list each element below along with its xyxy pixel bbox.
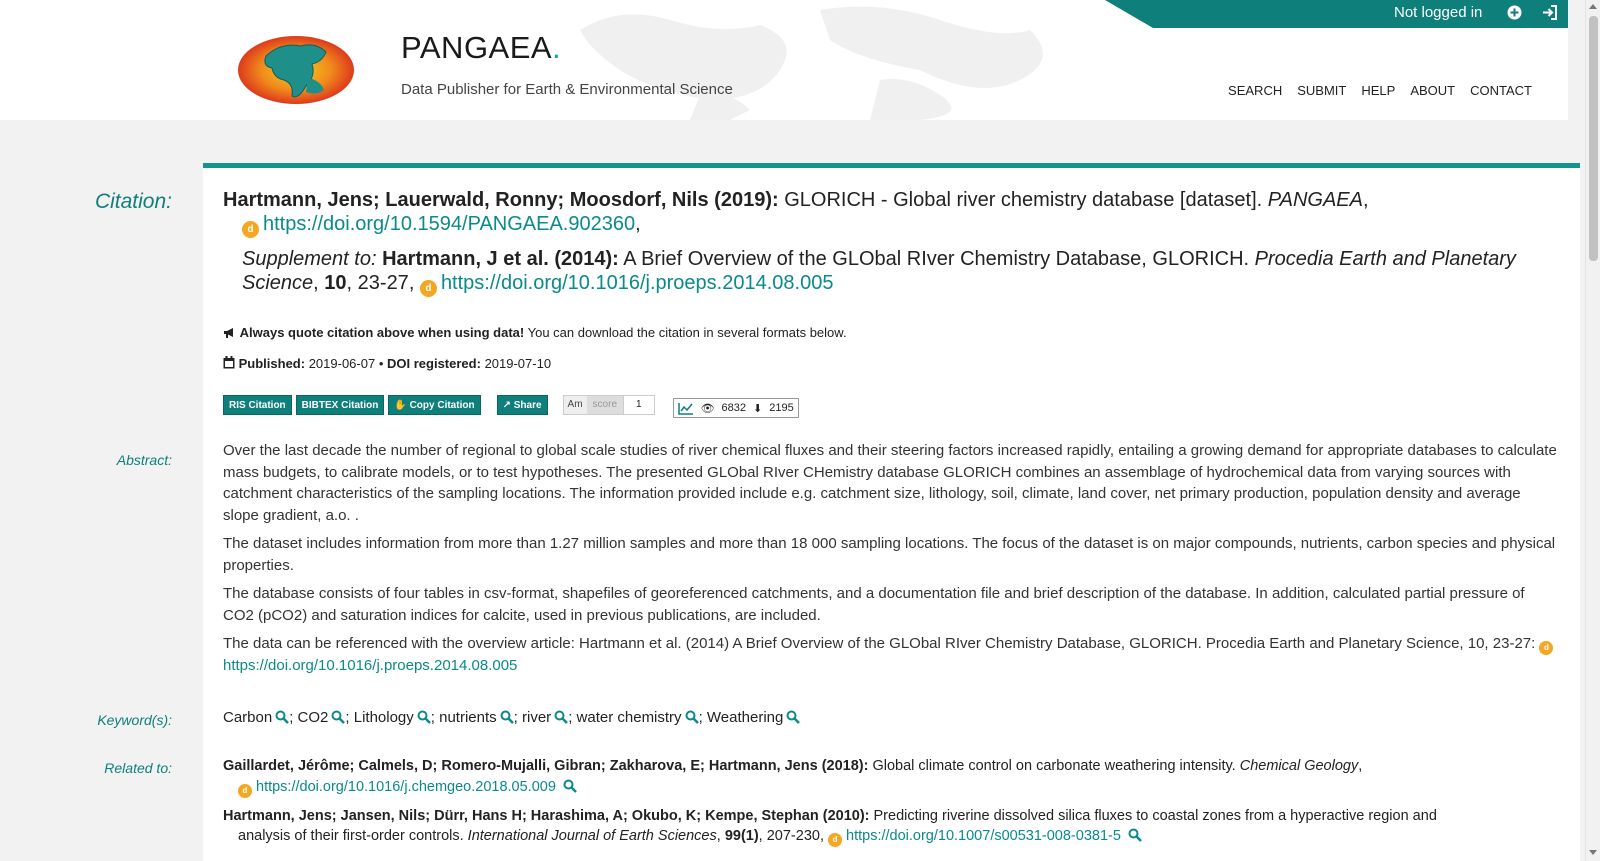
- related-list: [223, 756, 1558, 855]
- nav-submit[interactable]: SUBMIT: [1297, 83, 1347, 98]
- related-journal: Chemical Geology: [1239, 758, 1359, 774]
- copy-icon: ✋: [394, 400, 407, 411]
- login-status: Not logged in: [1394, 4, 1483, 21]
- abstract-label: Abstract:: [116, 452, 172, 468]
- abstract-paragraph: The database consists of four tables in csv-format, shapefiles of georeferenced catchments, and a documentation file and brief description of the database. In addition, calculated partial pressure of CO2 (pCO2) and saturation indices for calcite, used in previous publications, are included.: [223, 585, 1525, 624]
- world-map-background: [560, 0, 1120, 120]
- doi-icon: d: [828, 833, 842, 847]
- scroll-up-arrow[interactable]: [1589, 4, 1597, 9]
- keyword-separator: ;: [513, 709, 523, 726]
- notice-text: You can download the citation in several formats below.: [527, 325, 847, 340]
- related-title: Global climate control on carbonate weathering intensity.: [872, 758, 1236, 774]
- share-icon: ↗: [502, 400, 511, 411]
- usage-stats[interactable]: [673, 398, 799, 418]
- search-icon[interactable]: [1128, 828, 1142, 842]
- altmetric-score-value: 1: [623, 396, 654, 414]
- supplement-title: A Brief Overview of the GLObal RIver Chemistry Database, GLORICH.: [623, 248, 1250, 270]
- doi-registered-label: DOI registered:: [387, 356, 481, 371]
- nav-search[interactable]: SEARCH: [1228, 83, 1283, 98]
- top-navigation: [1228, 83, 1532, 98]
- bibtex-citation-button[interactable]: BIBTEX Citation: [296, 395, 385, 415]
- supplement-prefix: Supplement to:: [242, 248, 377, 270]
- supplement-journal: Procedia Earth and Planetary Science: [242, 248, 1516, 294]
- related-doi-link[interactable]: https://doi.org/10.1016/j.chemgeo.2018.05.009: [256, 778, 556, 795]
- related-doi-link[interactable]: https://doi.org/10.1007/s00531-008-0381-5: [846, 828, 1121, 844]
- citation-label: Citation:: [94, 190, 172, 213]
- keyword-item[interactable]: Weathering: [706, 709, 784, 726]
- doi-icon: d: [1539, 641, 1553, 655]
- add-icon[interactable]: [1507, 5, 1522, 20]
- share-button[interactable]: [497, 395, 548, 415]
- nav-about[interactable]: ABOUT: [1410, 83, 1456, 98]
- copy-citation-button[interactable]: [388, 395, 480, 415]
- altmetric-badge[interactable]: [563, 395, 655, 415]
- published-label: Published:: [238, 356, 306, 371]
- download-icon: ⬇: [753, 402, 763, 415]
- scroll-thumb[interactable]: [1589, 16, 1598, 261]
- search-icon[interactable]: [685, 710, 699, 724]
- keyword-separator: ;: [430, 709, 440, 726]
- doi-icon: d: [420, 280, 437, 297]
- abstract-doi-link[interactable]: https://doi.org/10.1016/j.proeps.2014.08.005: [223, 657, 518, 674]
- share-label: Share: [513, 400, 542, 411]
- keyword-separator: ;: [345, 709, 354, 726]
- abstract-text: [223, 440, 1558, 684]
- abstract-paragraph: [223, 633, 1558, 677]
- publication-dates: [223, 356, 1558, 371]
- keyword-list: [223, 709, 1558, 726]
- nav-contact[interactable]: CONTACT: [1470, 83, 1532, 98]
- views-count: 6832: [721, 402, 747, 414]
- abstract-last-text: The data can be referenced with the overview article: Hartmann et al. (2014) A Brief Overview of the GLObal RIver Chemistry Database, GLORICH. Procedia Earth and Planetary Science, 10, 23-27:: [223, 635, 1536, 652]
- doi-icon: d: [242, 221, 259, 238]
- chart-icon: [678, 402, 694, 415]
- login-bar: [1105, 0, 1568, 28]
- citation-doi-link[interactable]: https://doi.org/10.1594/PANGAEA.902360: [263, 213, 636, 235]
- site-tagline: Data Publisher for Earth & Environmental Science: [401, 81, 733, 98]
- keyword-separator: ;: [698, 709, 707, 726]
- keyword-separator: ;: [568, 709, 577, 726]
- abstract-paragraph: The dataset includes information from more than 1.27 million samples and more than 18 000 sampling locations. The focus of the dataset is on major compounds, nutrients, carbon species and physical properties.: [223, 535, 1556, 574]
- keyword-item[interactable]: Carbon: [223, 709, 273, 726]
- supplement-authors: Hartmann, J et al. (2014):: [382, 248, 619, 270]
- megaphone-icon: [223, 327, 236, 338]
- date-separator: •: [378, 356, 384, 371]
- search-icon[interactable]: [563, 779, 577, 793]
- related-journal: International Journal of Earth Sciences: [467, 828, 717, 844]
- related-volume: 99(1): [724, 828, 759, 844]
- search-icon[interactable]: [331, 710, 345, 724]
- pangaea-logo[interactable]: [236, 34, 356, 106]
- calendar-icon: [223, 356, 235, 369]
- notice-bold: Always quote citation above when using data!: [239, 325, 525, 340]
- doi-registered-date: 2019-07-10: [484, 356, 552, 371]
- nav-help[interactable]: HELP: [1361, 83, 1396, 98]
- site-title[interactable]: PANGAEA.: [401, 30, 562, 65]
- page-scrollbar[interactable]: [1585, 0, 1600, 861]
- site-header: [0, 0, 1568, 120]
- related-title-cont: analysis of their first-order controls.: [238, 828, 464, 844]
- keywords-label: Keyword(s):: [97, 712, 172, 728]
- citation-title: GLORICH - Global river chemistry database [dataset].: [784, 189, 1263, 211]
- search-icon[interactable]: [500, 710, 514, 724]
- search-icon[interactable]: [554, 710, 568, 724]
- related-label: Related to:: [104, 760, 172, 776]
- related-item: Hartmann, Jens; Jansen, Nils; Dürr, Hans H; Harashima, A; Okubo, K; Kempe, Stephan (2010): Predicting riverine dissolved silica fluxes to coastal zones from a hyperactive region and analysis of their first-order controls. International Journal of Earth Sciences, 99(1), 207-230, d https://doi.org/10.1007/s00531-008-0381-5: [223, 806, 1558, 848]
- related-authors: Gaillardet, Jérôme; Calmels, D; Romero-Mujalli, Gibran; Zakharova, E; Hartmann, Jens (2018):: [223, 758, 869, 774]
- supplement-doi-link[interactable]: https://doi.org/10.1016/j.proeps.2014.08.005: [440, 272, 834, 294]
- ris-citation-button[interactable]: RIS Citation: [223, 395, 292, 415]
- altmetric-score-label: score: [587, 396, 623, 414]
- supplement-citation: Supplement to: Hartmann, J et al. (2014): A Brief Overview of the GLObal RIver Chemistry Database, GLORICH. Procedia Earth and Planetary Science, 10, 23-27, d https://doi.org/10.1016/j.proeps.2014.08.005: [223, 247, 1558, 297]
- supplement-volume: 10: [324, 272, 347, 294]
- search-icon[interactable]: [417, 710, 431, 724]
- altmetric-logo: Am: [564, 396, 587, 414]
- related-item: Gaillardet, Jérôme; Calmels, D; Romero-Mujalli, Gibran; Zakharova, E; Hartmann, Jens (2018): Global climate control on carbonate weathering intensity. Chemical Geology, d https://doi.org/10.1016/j.chemgeo.2018.05.009: [223, 756, 1558, 798]
- keyword-item[interactable]: nutrients: [439, 709, 497, 726]
- related-pages: 207-230: [766, 828, 820, 844]
- search-icon[interactable]: [275, 710, 289, 724]
- keyword-item[interactable]: river: [522, 709, 552, 726]
- citation-journal: PANGAEA: [1267, 189, 1363, 211]
- related-title: Predicting riverine dissolved silica fluxes to coastal zones from a hyperactive region and: [873, 807, 1437, 824]
- published-date: 2019-06-07: [308, 356, 376, 371]
- scroll-down-arrow[interactable]: [1589, 850, 1597, 855]
- citation-toolbar: [223, 392, 1558, 418]
- citation-block: Hartmann, Jens; Lauerwald, Ronny; Moosdorf, Nils (2019): GLORICH - Global river chemistry database [dataset]. PANGAEA, d https://doi.org/10.1594/PANGAEA.902360, Supplement to: Hartmann, J et al. (2014): A Brief Overview of the GLObal RIver Chemistry Database, GLORICH. Procedia Earth and Planetary Science, 10, 23-27, d https://doi.org/10.1016/j.proeps.2014.08.005: [223, 188, 1558, 297]
- keyword-separator: ;: [289, 709, 298, 726]
- copy-citation-label: Copy Citation: [409, 400, 475, 411]
- citation-authors: Hartmann, Jens; Lauerwald, Ronny; Moosdorf, Nils (2019):: [223, 189, 779, 211]
- keyword-item[interactable]: water chemistry: [576, 709, 682, 726]
- keyword-item[interactable]: Lithology: [353, 709, 414, 726]
- downloads-count: 2195: [769, 402, 794, 414]
- doi-icon: d: [238, 784, 252, 798]
- keyword-item[interactable]: CO2: [297, 709, 329, 726]
- abstract-paragraph: Over the last decade the number of regional to global scale studies of river chemical fluxes and their steering factors increased rapidly, entailing a growing demand for appropriate databases to calculate mass budgets, to calibrate models, or to test hypotheses. The presented GLObal RIver CHemistry database GLORICH combines an assemblage of hydrochemical data from varying sources with catchment characteristics of the sampling locations. The information provided include e.g. catchment size, lithology, soil, climate, land cover, net primary production, population density and average slope gradient, a.o. .: [223, 442, 1557, 524]
- related-authors: Hartmann, Jens; Jansen, Nils; Dürr, Hans H; Harashima, A; Okubo, K; Kempe, Stephan (2010):: [223, 807, 870, 824]
- search-icon[interactable]: [786, 710, 800, 724]
- citation-notice: [223, 325, 1558, 340]
- eye-icon: 👁: [700, 402, 715, 415]
- supplement-pages: 23-27: [357, 272, 409, 294]
- sign-in-icon[interactable]: [1542, 5, 1558, 20]
